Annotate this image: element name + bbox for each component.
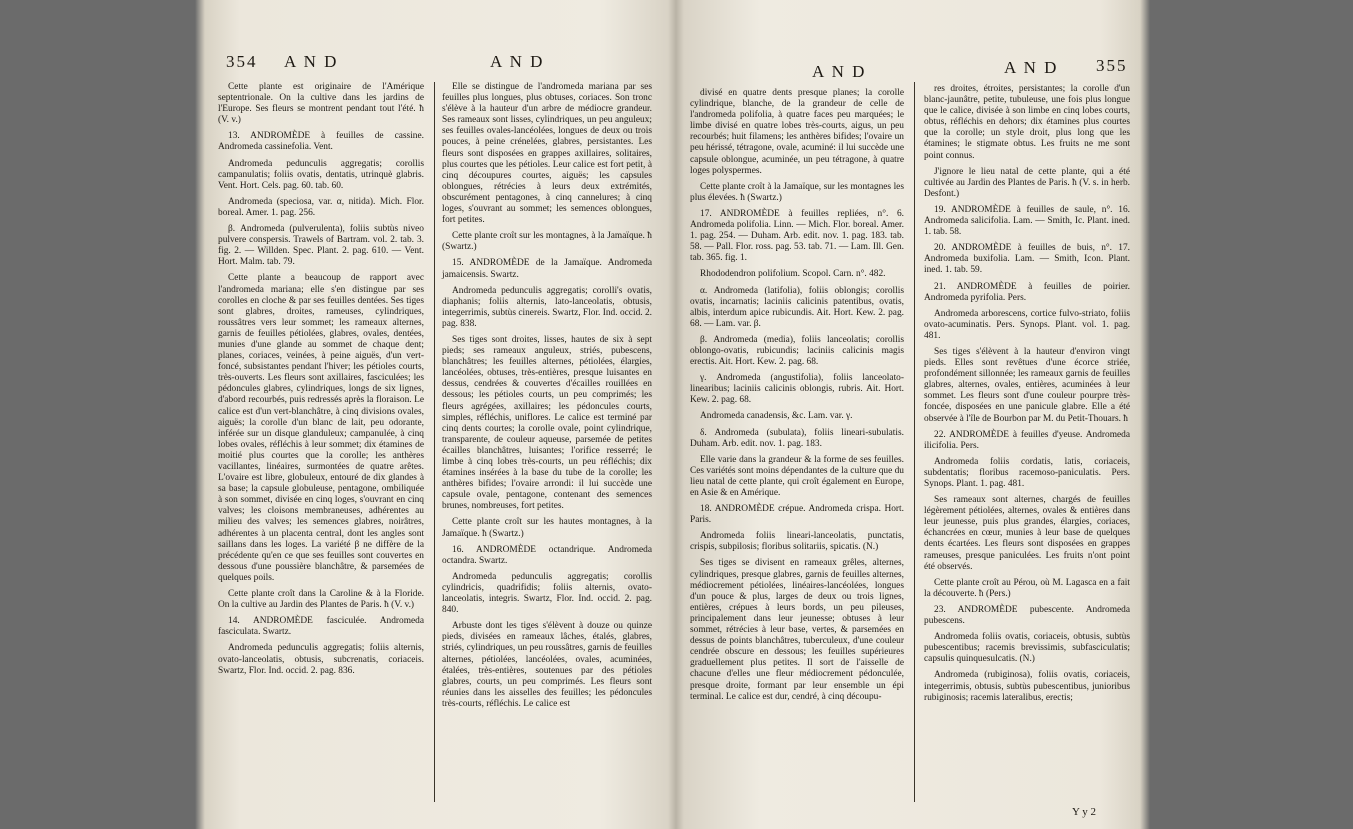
paragraph: Andromeda foliis ovatis, coriaceis, obtusis, subtùs pubescentibus; racemis brevissimis, subfasciculatis; capsulis quinquesulcatis. (N.) (924, 632, 1130, 665)
paragraph: 14. ANDROMÈDE fasciculée. Andromeda fasciculata. Swartz. (218, 616, 424, 638)
running-title: A N D (1004, 58, 1059, 77)
paragraph: Andromeda foliis cordatis, latis, coriaceis, subdentatis; floribus racemoso-paniculatis. Pers. Synops. Plant. 1. pag. 481. (924, 456, 1130, 489)
page-number: 354 (226, 52, 258, 71)
running-title: A N D (490, 52, 545, 71)
paragraph: Andromeda arborescens, cortice fulvo-striato, foliis ovato-acuminatis. Pers. Synops. Plant. vol. 1. pag. 481. (924, 308, 1130, 341)
paragraph: Ses rameaux sont alternes, chargés de feuilles légèrement pétiolées, alternes, ovales & entières dans leur jeunesse, puis plus grandes, élargies, coriaces, échancrées en cœur, munies à leur base de quelques dents écartées. Les fleurs sont disposées en grappes rameuses, presque paniculées. Les fruits n'ont point été observés. (924, 495, 1130, 572)
paragraph: 21. ANDROMÈDE à feuilles de poirier. Andromeda pyrifolia. Pers. (924, 281, 1130, 303)
right-page (676, 0, 1148, 829)
paragraph: 19. ANDROMÈDE à feuilles de saule, n°. 16. Andromeda salicifolia. Lam. — Smith, Ic. Plant. ined. 1. tab. 58. (924, 204, 1130, 238)
paragraph: Andromeda pedunculis aggregatis; corollis cylindricis, quadrifidis; foliis alternis, ovato-lanceolatis, integris. Swartz, Flor. Ind. occid. 2. pag. 840. (442, 571, 652, 616)
paragraph: Elle varie dans la grandeur & la forme de ses feuilles. Ces variétés sont moins dépendantes de la culture que du lieu natal de cette plante, qui croît également en Europe, en Asie & en Amérique. (690, 454, 904, 498)
paragraph: Andromeda pedunculis aggregatis; foliis alternis, ovato-lanceolatis, obtusis, subcrenatis, coriaceis. Swartz, Flor. Ind. occid. 2. pag. 836. (218, 643, 424, 676)
page-number: 355 (1096, 56, 1128, 75)
text-column-left-1 (218, 82, 424, 682)
running-title: A N D (284, 52, 339, 71)
paragraph: 20. ANDROMÈDE à feuilles de buis, n°. 17. Andromeda buxifolia. Lam. — Smith, Icon. Plant. ined. 1. tab. 59. (924, 243, 1130, 276)
text-column-left-2 (442, 82, 652, 715)
column-rule (914, 82, 915, 802)
paragraph: 22. ANDROMÈDE à feuilles d'yeuse. Andromeda ilicifolia. Pers. (924, 429, 1130, 451)
paragraph: 13. ANDROMÈDE à feuilles de cassine. Andromeda cassinefolia. Vent. (218, 131, 424, 153)
paragraph: Andromeda (speciosa, var. α, nitida). Mich. Flor. boreal. Amer. 1. pag. 256. (218, 196, 424, 218)
paragraph: J'ignore le lieu natal de cette plante, qui a été cultivée au Jardin des Plantes de Paris. ħ (V. s. in herb. Desfont.) (924, 166, 1130, 199)
paragraph: 15. ANDROMÈDE de la Jamaïque. Andromeda jamaicensis. Swartz. (442, 258, 652, 280)
paragraph: δ. Andromeda (subulata), foliis lineari-subulatis. Duham. Arb. edit. nov. 1. pag. 183. (690, 427, 904, 449)
paragraph: Andromeda pedunculis aggregatis; corolli's ovatis, diaphanis; foliis alternis, lato-lanceolatis, obtusis, integerrimis, subtùs cinereis. Swartz, Flor. Ind. occid. 2. pag. 838. (442, 285, 652, 329)
paragraph: Cette plante est originaire de l'Amérique septentrionale. On la cultive dans les jardins de l'Europe. Ses fleurs se montrent pendant tout l'été. ħ (V. v.) (218, 82, 424, 126)
running-title: A N D (812, 62, 867, 81)
left-page (198, 0, 676, 829)
paragraph: Andromeda canadensis, &c. Lam. var. γ. (700, 411, 853, 422)
paragraph: Cette plante croît dans la Caroline & à la Floride. On la cultive au Jardin des Plantes de Paris. ħ (V. v.) (218, 589, 424, 611)
paragraph: Ses tiges se divisent en rameaux grêles, alternes, cylindriques, presque glabres, garnis de feuilles alternes, médiocrement pétiolées, linéaires-lancéolées, longues d'un pouce & plus, larges de deux ou trois lignes, entières, crépues à leurs bords, un peu pileuses, principalement dans leur jeunesse; obtuses à leur sommet, rétrécies à leur base, vertes, & parsemées en dessus de points blanchâtres, tuberculeux, d'une couleur cendrée obscure en dessous; les feuilles supérieures graduellement plus petites. Il sort de l'aisselle de chacune d'elles une fleur médiocrement pédonculée, presque droite, formant par leur ensemble un épi terminal. Le calice est dur, cendré, à cinq découpu- (690, 558, 904, 702)
column-rule (434, 82, 435, 802)
paragraph: Andromeda foliis lineari-lanceolatis, punctatis, crispis, subpilosis; floribus solitariis, spicatis. (N.) (690, 531, 904, 553)
paragraph: Andromeda (rubiginosa), foliis ovatis, coriaceis, integerrimis, obtusis, subtùs pubescentibus, junioribus rubiginosis; racemis lateralibus, erectis; (924, 670, 1130, 703)
paragraph: Cette plante a beaucoup de rapport avec l'andromeda mariana; elle s'en distingue par ses corolles en cloche & par ses feuilles dentées. Ses tiges sont glabres, droites, rameuses, cylindriques, roussâtres vers leur sommet; les rameaux alternes, garnis de feuilles pétiolées, glabres, ovales, dentées, munies d'une glande au sommet de chaque dent; planes, coriaces, veinées, à peine aiguës, d'un vert-foncé, subsistantes pendant l'hiver; les pétioles courts, très-ouverts. Les fleurs sont axillaires, fasciculées; les pédoncules glabres, cylindriques, longs de six lignes, d'abord recourbés, puis redressés après la floraison. Le calice est d'un vert-blanchâtre, à cinq divisions ovales, aiguës; la corolle d'un blanc de lait, peu odorante, inférée sur un disque glanduleux; campanulée, à cinq lobes ovales, réfléchis à leur sommet; dix étamines de moitié plus courtes que la corolle; les anthères vacillantes, linéaires, surmontées de quatre arêtes. L'ovaire est libre, globuleux, entouré de dix glandes à sa base; la capsule globuleuse, pentagone, ombiliquée à son sommet, divisée en cinq loges, s'ouvrant en cinq valves; les cloisons membraneuses, adhérentes au milieu des valves; les semences glabres, noirâtres, adhérentes à un placenta central, dont les angles sont saillans dans les loges. La variété β ne diffère de la précédente qu'en ce que ses feuilles sont couvertes en dessous d'une poussière blanchâtre, & parsemées de quelques poils. (218, 273, 424, 583)
paragraph: 18. ANDROMÈDE crépue. Andromeda crispa. Hort. Paris. (690, 504, 904, 526)
paragraph: Cette plante croît sur les montagnes, à la Jamaïque. ħ (Swartz.) (442, 231, 652, 253)
paragraph: 17. ANDROMÈDE à feuilles repliées, n°. 6. Andromeda polifolia. Linn. — Mich. Flor. boreal. Amer. 1. pag. 254. — Duham. Arb. edit. nov. 1. pag. 183. tab. 58. — Pall. Flor. ross. pag. 53. tab. 71. — Lam. Ill. Gen. tab. 365. fig. 1. (690, 208, 904, 264)
paragraph: 16. ANDROMÈDE octandrique. Andromeda octandra. Swartz. (442, 544, 652, 566)
text-column-right-1 (690, 88, 904, 708)
paragraph: Cette plante croît au Pérou, où M. Lagasca en a fait la découverte. ħ (Pers.) (924, 577, 1130, 599)
paragraph: β. Andromeda (media), foliis lanceolatis; corollis oblongo-ovatis, rubicundis; laciniis calicinis magis erectis. Ait. Hort. Kew. 2. pag. 68. (690, 334, 904, 368)
paragraph: Cette plante croît sur les hautes montagnes, à la Jamaïque. ħ (Swartz.) (442, 517, 652, 539)
paragraph: Cette plante croît à la Jamaïque, sur les montagnes les plus élevées. ħ (Swartz.) (690, 181, 904, 203)
paragraph: divisé en quatre dents presque planes; la corolle cylindrique, blanche, de la grandeur de celle de l'andromeda polifolia, à quatre faces peu marquées; le limbe divisé en quatre lobes très-courts, aigus, un peu recourbés; huit filamens; les anthères bifides; l'ovaire un peu hérissé, tétragone, ovale, acuminé: il lui succède une capsule oblongue, acuminée, un peu tétragone, à quatre loges polyspermes. (690, 88, 904, 176)
paragraph: Andromeda pedunculis aggregatis; corollis campanulatis; foliis ovatis, dentatis, utrinquè glabris. Vent. Hort. Cels. pag. 60. tab. 60. (218, 158, 424, 191)
paragraph: Ses tiges s'élèvent à la hauteur d'environ vingt pieds. Elles sont revêtues d'une écorce striée, profondément sillonnée; les rameaux garnis de feuilles glabres, alternes, ovales, entières, acuminées à leur sommet. Les fleurs sont d'une couleur pourpre très-foncée, disposées en une panicule glabre. Elle a été observée à l'île de Bourbon par M. du Petit-Thouars. ħ (924, 346, 1130, 424)
signature-mark: Y y 2 (1072, 806, 1097, 818)
paragraph: Rhododendron polifolium. Scopol. Carn. n°. 482. (700, 269, 886, 280)
paragraph: res droites, étroites, persistantes; la corolle d'un blanc-jaunâtre, petite, tubuleuse, une fois plus longue que le calice, divisée à son limbe en cinq lobes courts, obtus, réfléchis en dehors; dix étamines plus courtes que la corolle; un style droit, plus long que les étamines; le stigmate obtus. Les fruits ne me sont point connus. (924, 84, 1130, 161)
paragraph: 23. ANDROMÈDE pubescente. Andromeda pubescens. (924, 604, 1130, 627)
paragraph: Elle se distingue de l'andromeda mariana par ses feuilles plus longues, plus obtuses, coriaces. Son tronc s'élève à la hauteur d'un arbre de médiocre grandeur. Ses rameaux sont lisses, cylindriques, un peu anguleux; ses feuilles ovales-lancéolées, longues de deux ou trois pouces, à peine crénelées, glabres, persistantes. Les fleurs sont disposées en grappes axillaires, solitaires, plus courtes que les pétioles. Leur calice est fort petit, à cinq découpures courtes, aiguës; les capsules oblongues, rétrécies à leurs deux extrémités, obscurément pentagones, à cinq cannelures; à cinq loges, s'ouvrant au sommet; les semences oblongues, fort petites. (442, 82, 652, 226)
paragraph: Arbuste dont les tiges s'élèvent à douze ou quinze pieds, divisées en rameaux lâches, étalés, glabres, striés, cylindriques, un peu roussâtres, garnis de feuilles alternes, pétiolées, lancéolées, ovales, acuminées, étalées, très-entières, soutenues par des pétioles glabres, courts, un peu comprimés. Les fleurs sont réunies dans les aisselles des feuilles; les pédoncules très-courts, réfléchis. Le calice est (442, 621, 652, 709)
paragraph: β. Andromeda (pulverulenta), foliis subtùs niveo pulvere conspersis. Trawels of Bartram. vol. 2. tab. 3. fig. 2. — Willden. Spec. Plant. 2. pag. 610. — Vent. Hort. Malm. tab. 79. (218, 224, 424, 268)
paragraph: γ. Andromeda (angustifolia), foliis lanceolato-linearibus; laciniis calicinis oblongis, rubris. Ait. Hort. Kew. 2. pag. 68. (690, 373, 904, 406)
paragraph: α. Andromeda (latifolia), foliis oblongis; corollis ovatis, incarnatis; laciniis calicinis patentibus, ovatis, albis, interdum apice rubicundis. Ait. Hort. Kew. 2. pag. 68. — Lam. var. β. (690, 285, 904, 329)
paragraph: Ses tiges sont droites, lisses, hautes de six à sept pieds; ses rameaux anguleux, striés, pubescens, blanchâtres; les feuilles alternes, pétiolées, élargies, lancéolées, obtuses, très-entières, presque luisantes en dessus, cendrées & couvertes d'écailles rouillées en dessous; les pétioles courts, un peu comprimés; les fleurs agrégées, axillaires; les pédoncules courts, simples, réfléchis, uniflores. Le calice est terminé par cinq dents courtes; la corolle ovale, point cylindrique, transparente, de couleur aqueuse, parsemée de petites écailles blanchâtres, luisantes; l'orifice resserré; le limbe à cinq lobes très-courts, un peu réfléchis; dix étamines insérées à la base du tube de la corolle; les anthères bifides; l'ovaire arrondi: il lui succède une capsule ovale, pentagone, contenant des semences brunes, nombreuses, fort petites. (442, 334, 652, 512)
text-column-right-2 (924, 84, 1130, 709)
